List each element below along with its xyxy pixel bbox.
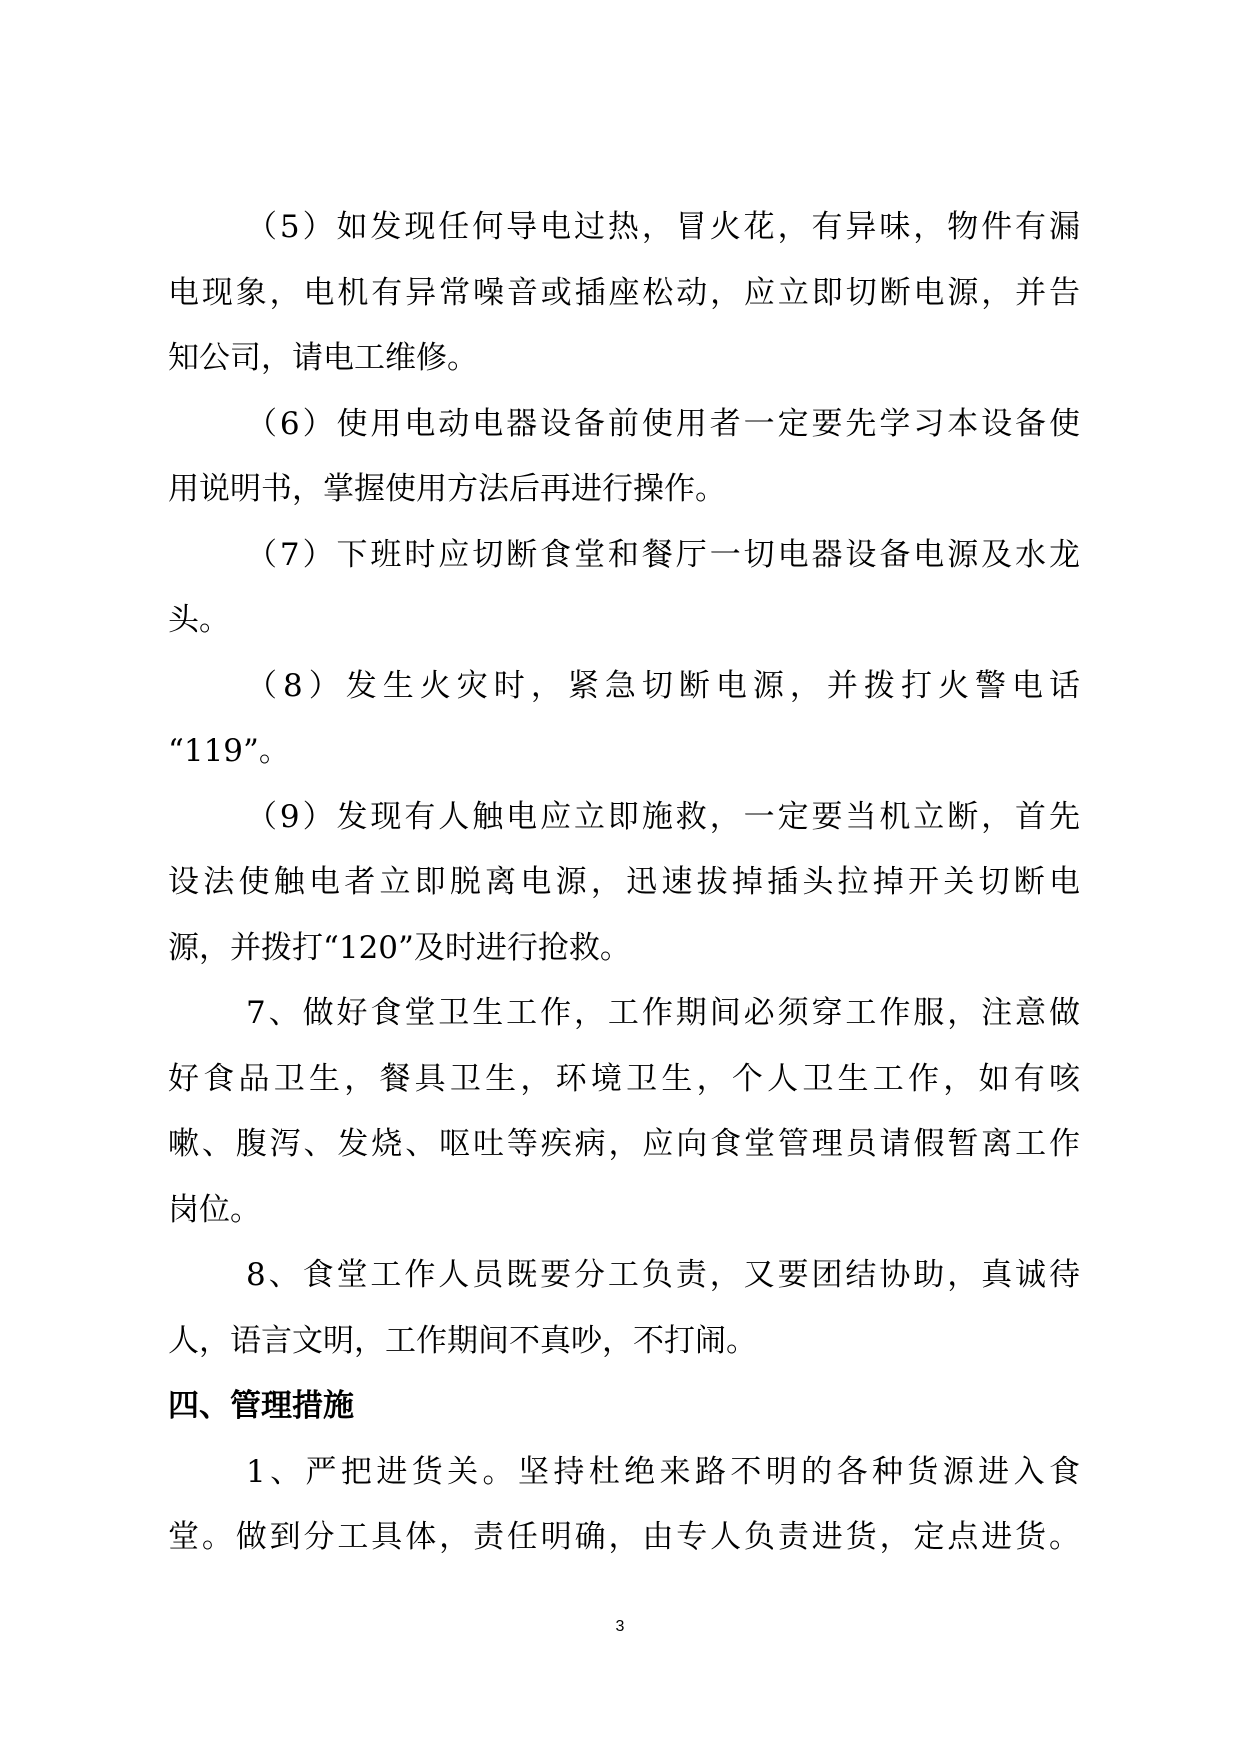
paragraph-line: 堂。做到分工具体，责任明确，由专人负责进货，定点进货。 [168, 1519, 1080, 1555]
paragraph-line: 电现象，电机有异常噪音或插座松动，应立即切断电源，并告 [168, 274, 1080, 311]
paragraph-line: 嗽、腹泻、发烧、呕吐等疾病，应向食堂管理员请假暂离工作 [168, 1126, 1080, 1162]
paragraph-line: 8、食堂工作人员既要分工负责，又要团结协助，真诚待 [246, 1257, 1080, 1293]
paragraph-line: 源，并拨打“120”及时进行抢救。 [168, 929, 631, 966]
paragraph-line: 好食品卫生，餐具卫生，环境卫生，个人卫生工作，如有咳 [168, 1060, 1080, 1097]
paragraph-line: 用说明书，掌握使用方法后再进行操作。 [168, 471, 726, 507]
paragraph-line: “119”。 [168, 733, 290, 769]
paragraph-line: （8）发生火灾时，紧急切断电源，并拨打火警电话 [246, 667, 1080, 704]
paragraph-line: 头。 [168, 602, 230, 638]
paragraph-line: 知公司，请电工维修。 [168, 340, 478, 376]
paragraph-line: （6）使用电动电器设备前使用者一定要先学习本设备使 [246, 405, 1080, 442]
paragraph-line: 人，语言文明，工作期间不真吵，不打闹。 [168, 1322, 757, 1359]
paragraph-line: 设法使触电者立即脱离电源，迅速拔掉插头拉掉开关切断电 [168, 864, 1080, 900]
document-body [168, 195, 1080, 1571]
paragraph-line: 7、做好食堂卫生工作，工作期间必须穿工作服，注意做 [246, 995, 1080, 1031]
paragraph-line: （9）发现有人触电应立即施救，一定要当机立断，首先 [246, 798, 1080, 835]
paragraph-line: 岗位。 [168, 1191, 261, 1228]
section-heading: 四、管理措施 [168, 1388, 354, 1424]
page-number: 3 [615, 1618, 625, 1635]
paragraph-line: （7）下班时应切断食堂和餐厅一切电器设备电源及水龙 [246, 536, 1080, 573]
paragraph-line: 1、严把进货关。坚持杜绝来路不明的各种货源进入食 [246, 1453, 1080, 1490]
paragraph-line: （5）如发现任何导电过热，冒火花，有异味，物件有漏 [246, 209, 1080, 245]
